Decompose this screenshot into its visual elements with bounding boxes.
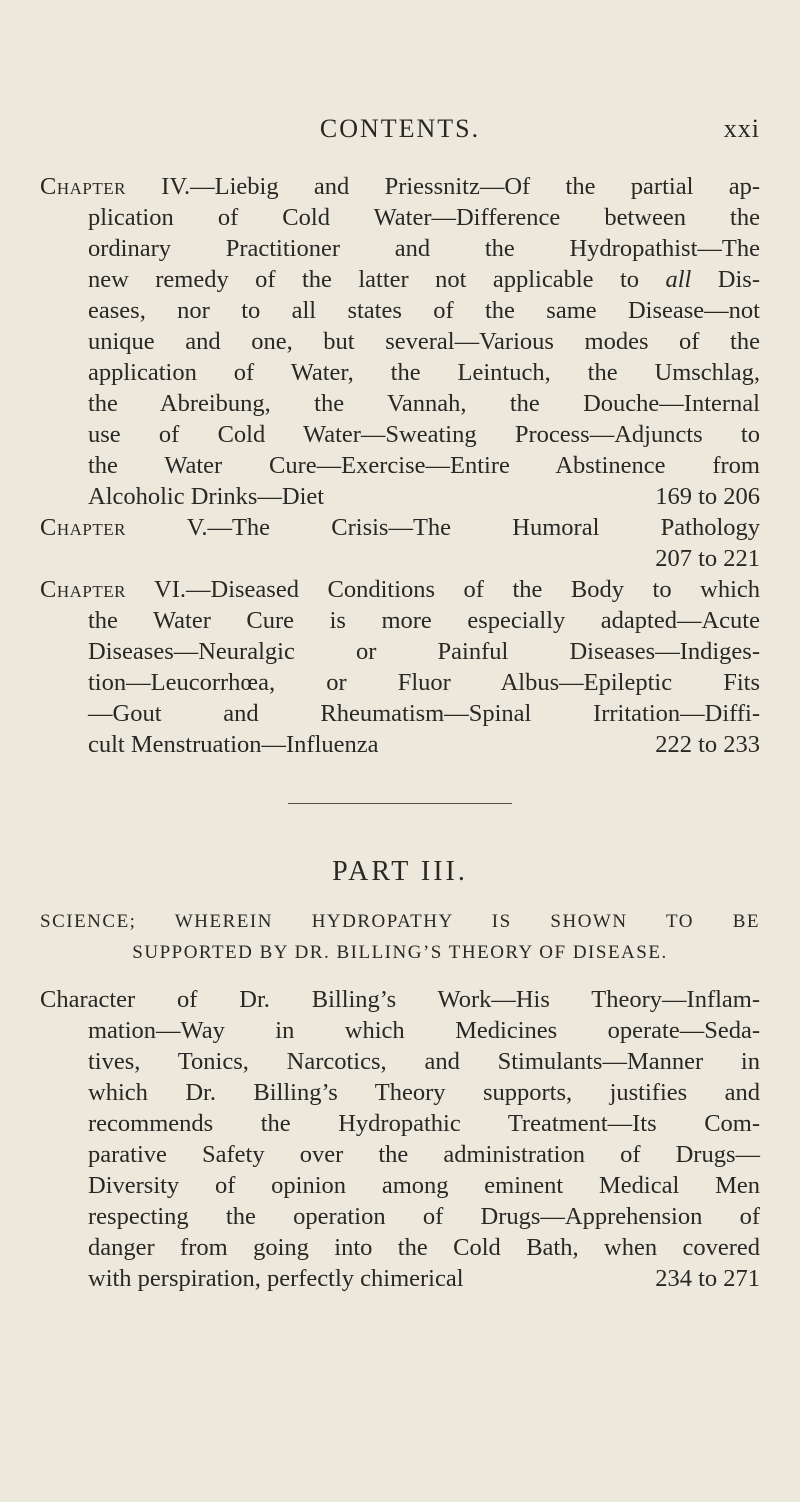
part-iii-line-5: recommends the Hydropathic Treatment—Its Com- — [88, 1110, 760, 1137]
page-number: xxi — [723, 114, 760, 143]
chapter-iv-line-6: unique and one, but several—Various modes of the — [88, 328, 760, 355]
chapter-vi-line-5: —Gout and Rheumatism—Spinal Irritation—Diffi- — [88, 700, 760, 727]
part-subheading-line-1: SCIENCE; WHEREIN HYDROPATHY IS SHOWN TO BE — [40, 911, 760, 932]
chapter-v-line-1: Chapter V.—The Crisis—The Humoral Pathology — [40, 514, 760, 541]
chapter-vi-line-1: Chapter VI.—Diseased Conditions of the Body to which — [40, 576, 760, 603]
chapter-vi-entry — [40, 574, 760, 760]
chapter-iv-line-3: ordinary Practitioner and the Hydropathist—The — [88, 235, 760, 262]
chapter-vi-line-3: Diseases—Neuralgic or Painful Diseases—Indiges- — [88, 638, 760, 665]
section-divider — [288, 803, 512, 804]
part-iii-pages: 234 to 271 — [655, 1265, 760, 1292]
part-subheading — [40, 906, 760, 968]
running-head-title: CONTENTS. — [319, 114, 481, 143]
chapter-iv-line-9: use of Cold Water—Sweating Process—Adjuncts to — [88, 421, 760, 448]
part-iii-line-3: tives, Tonics, Narcotics, and Stimulants—Manner in — [88, 1048, 760, 1075]
chapter-vi-line-6: cult Menstruation—Influenza 222 to 233 — [88, 731, 760, 758]
part-iii-line-4: which Dr. Billing’s Theory supports, justifies and — [88, 1079, 760, 1106]
chapter-vi-line-2: the Water Cure is more especially adapted—Acute — [88, 607, 760, 634]
chapter-iv-line-7: application of Water, the Leintuch, the Umschlag, — [88, 359, 760, 386]
chapter-iv-line-1: Chapter IV.—Liebig and Priessnitz—Of the partial ap- — [40, 173, 760, 200]
chapter-vi-line-4: tion—Leucorrhœa, or Fluor Albus—Epileptic Fits — [88, 669, 760, 696]
chapter-label: Chapter — [40, 514, 126, 541]
chapter-v-pages: 207 to 221 — [655, 545, 760, 572]
chapter-label: Chapter — [40, 173, 126, 200]
chapter-iv-line-4: new remedy of the latter not applicable to all Dis- — [88, 266, 760, 293]
part-iii-line-1: Character of Dr. Billing’s Work—His Theory—Inflam- — [40, 986, 760, 1013]
part-iii-line-9: danger from going into the Cold Bath, when covered — [88, 1234, 760, 1261]
chapter-iv-line-8: the Abreibung, the Vannah, the Douche—Internal — [88, 390, 760, 417]
part-heading: PART III. — [332, 856, 468, 887]
chapter-iv-line-10: the Water Cure—Exercise—Entire Abstinence from — [88, 452, 760, 479]
chapter-iv-line-2: plication of Cold Water—Difference between the — [88, 204, 760, 231]
part-iii-line-6: parative Safety over the administration of Drugs— — [88, 1141, 760, 1168]
part-subheading-line-2: SUPPORTED BY DR. BILLING’S THEORY OF DISEASE. — [132, 942, 668, 963]
part-iii-entry — [40, 984, 760, 1294]
part-iii-line-10: with perspiration, perfectly chimerical 234 to 271 — [88, 1265, 760, 1292]
part-iii-line-8: respecting the operation of Drugs—Apprehension of — [88, 1203, 760, 1230]
running-head — [0, 114, 800, 150]
chapter-label: Chapter — [40, 576, 126, 603]
chapter-vi-pages: 222 to 233 — [655, 731, 760, 758]
chapter-iv-entry — [40, 171, 760, 512]
chapter-iv-line-5: eases, nor to all states of the same Disease—not — [88, 297, 760, 324]
chapter-iv-pages: 169 to 206 — [655, 483, 760, 510]
chapter-v-entry — [40, 512, 760, 574]
chapter-iv-line-11: Alcoholic Drinks—Diet 169 to 206 — [88, 483, 760, 510]
part-iii-line-7: Diversity of opinion among eminent Medical Men — [88, 1172, 760, 1199]
part-iii-line-2: mation—Way in which Medicines operate—Seda- — [88, 1017, 760, 1044]
